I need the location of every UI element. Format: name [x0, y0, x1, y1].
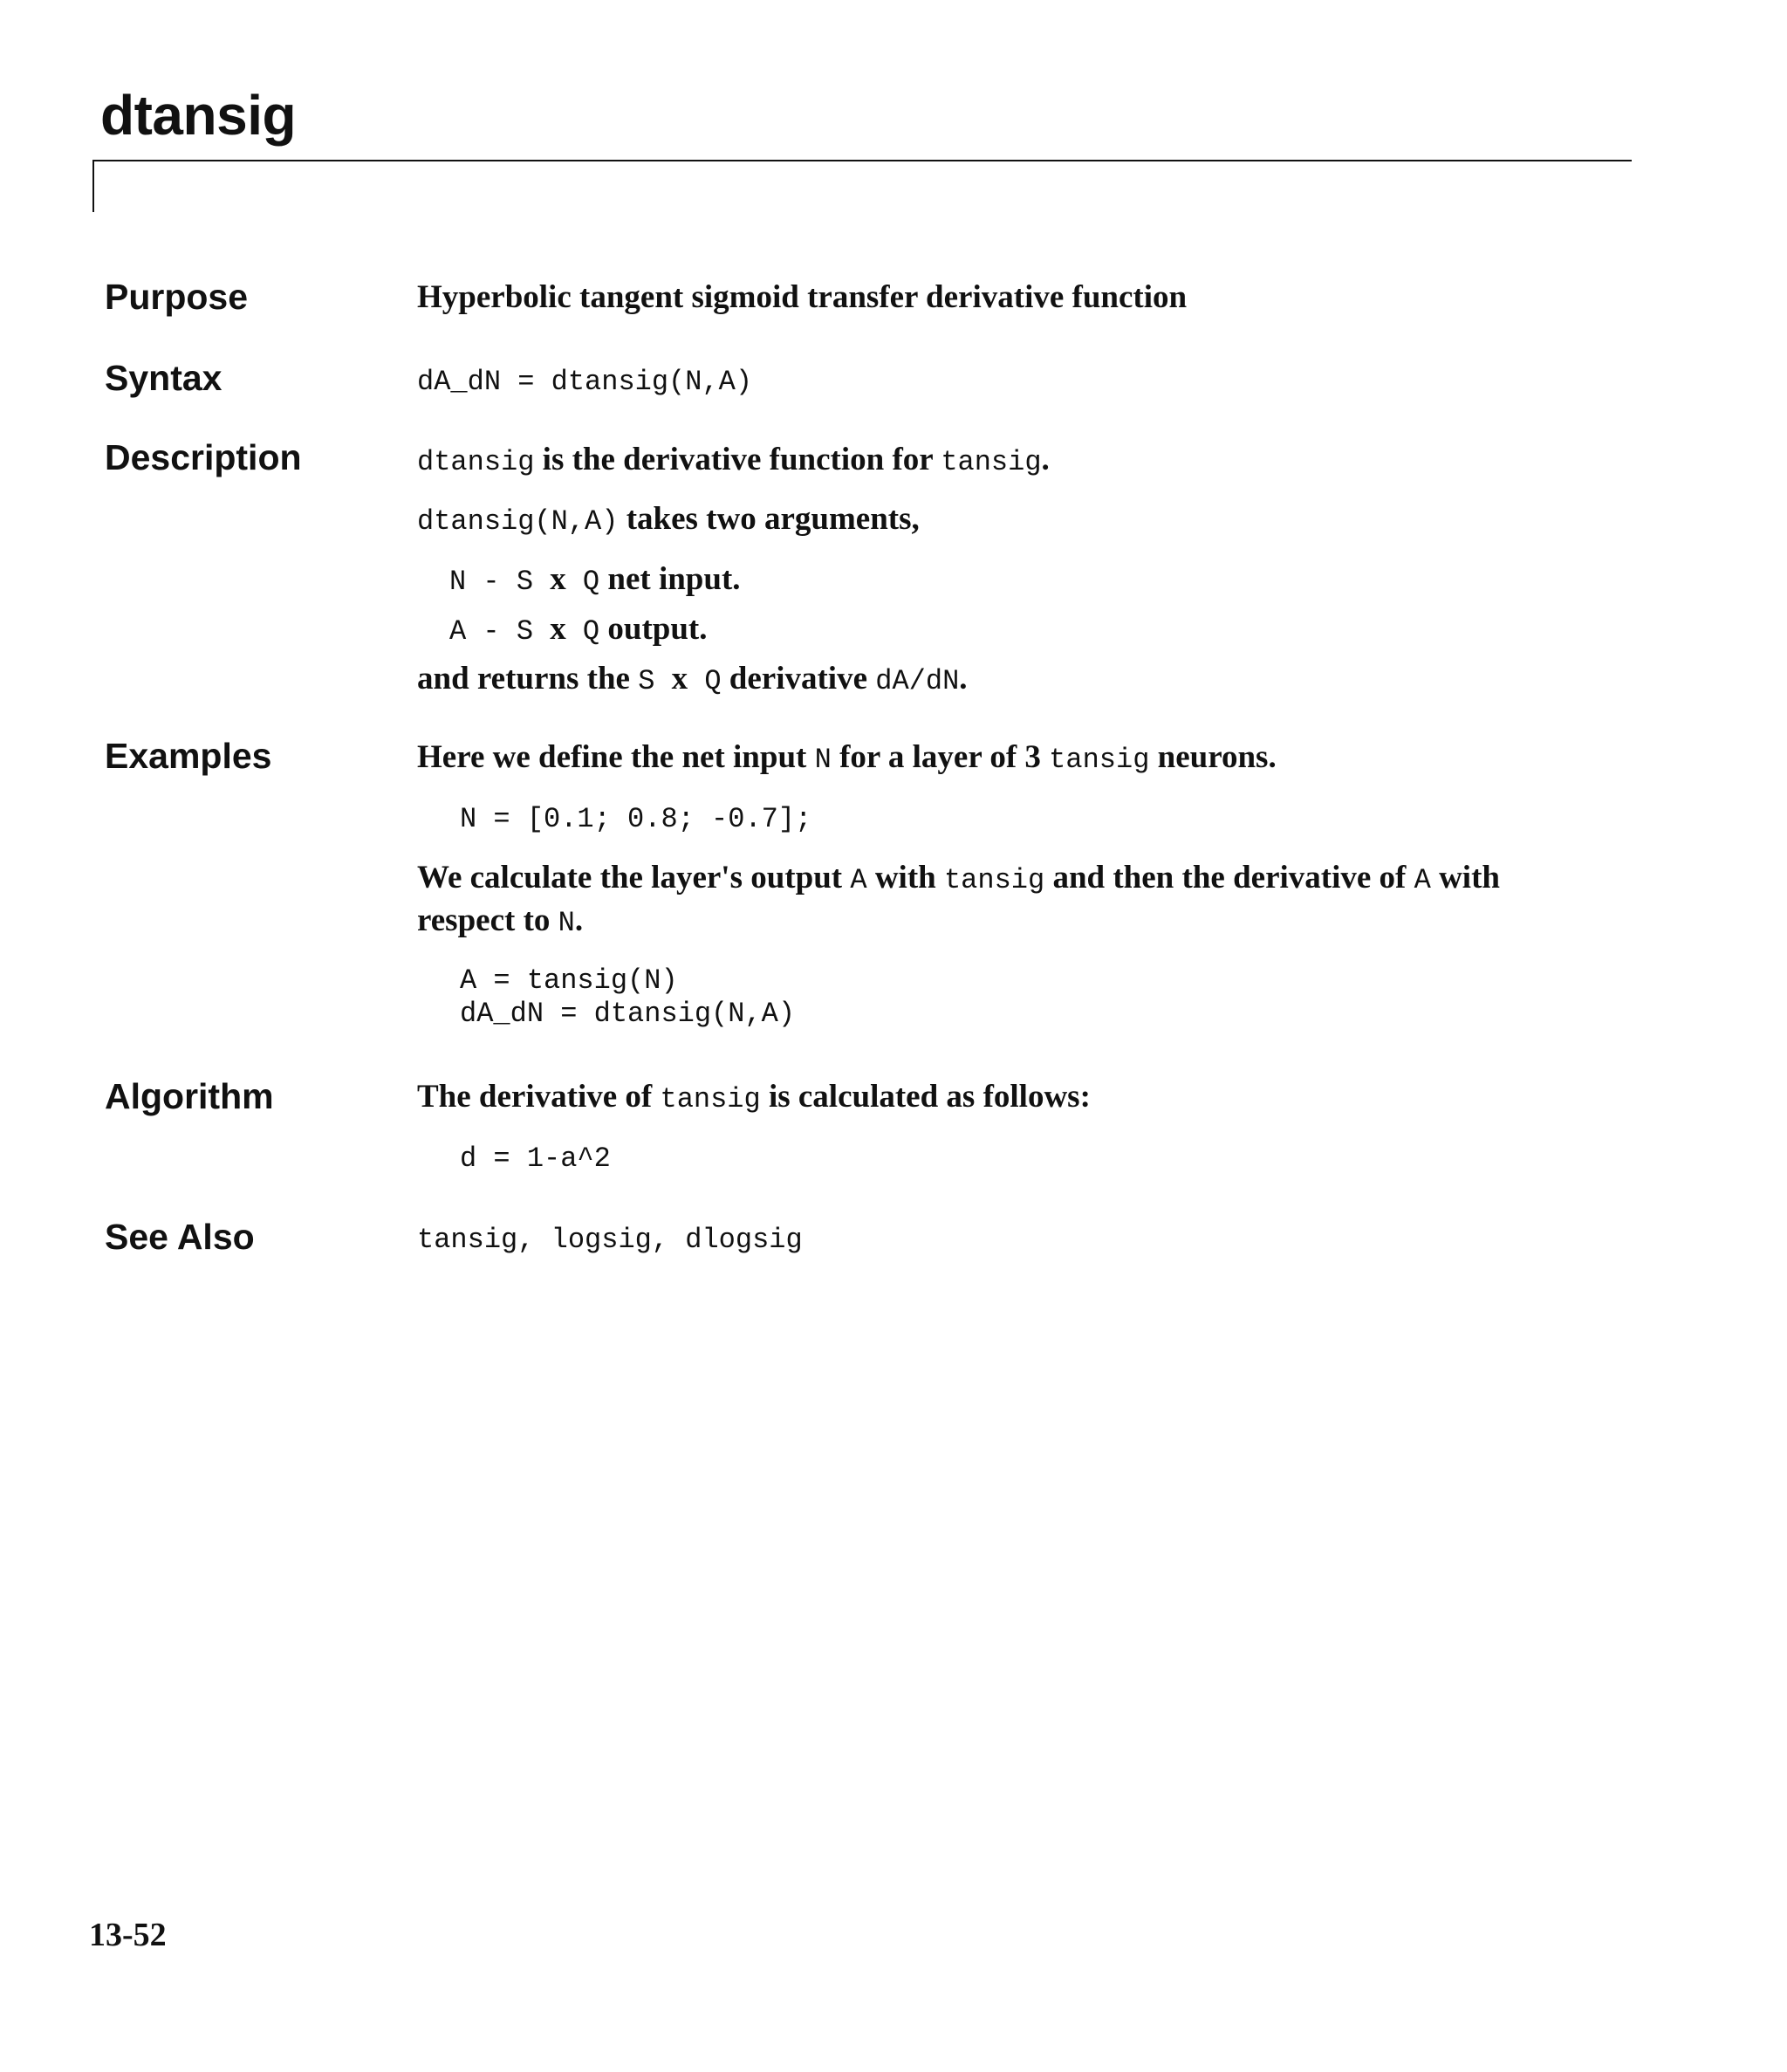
- examples-code-2-line-1: A = tansig(N): [460, 964, 678, 997]
- see-also-links: tansig, logsig, dlogsig: [417, 1224, 803, 1256]
- description-label: Description: [105, 437, 302, 477]
- code-tansig: tansig: [941, 446, 1042, 478]
- examples-code-2-line-2: dA_dN = dtansig(N,A): [460, 998, 796, 1030]
- title-rule-vertical: [92, 160, 94, 212]
- algorithm-paragraph: The derivative of tansig is calculated as follows:: [417, 1079, 1091, 1115]
- code-dtansig: dtansig: [417, 446, 535, 478]
- examples-code-1: N = [0.1; 0.8; -0.7];: [460, 803, 812, 835]
- purpose-text: Hyperbolic tangent sigmoid transfer derivative function: [417, 279, 1188, 315]
- purpose-label: Purpose: [105, 277, 249, 317]
- see-also-label: See Also: [105, 1217, 255, 1257]
- syntax-label: Syntax: [105, 358, 223, 398]
- description-line-2: dtansig(N,A) takes two arguments,: [417, 501, 920, 538]
- algorithm-code: d = 1-a^2: [460, 1142, 611, 1175]
- description-line-1: dtansig is the derivative function for tansig.: [417, 442, 1050, 478]
- description-arg-n: N - S x Q net input.: [449, 561, 741, 598]
- examples-label: Examples: [105, 736, 272, 776]
- description-line-3: and returns the S x Q derivative dA/dN.: [417, 661, 968, 697]
- syntax-code: dA_dN = dtansig(N,A): [417, 366, 753, 398]
- description-arg-a: A - S x Q output.: [449, 611, 708, 648]
- page-number: 13-52: [89, 1917, 167, 1953]
- title-rule-horizontal: [92, 160, 1632, 161]
- examples-paragraph-2: We calculate the layer's output A with tansig and then the derivative of A with respect to N.: [417, 860, 1500, 939]
- page-title: dtansig: [100, 84, 297, 147]
- examples-paragraph-1: Here we define the net input N for a layer of 3 tansig neurons.: [417, 739, 1277, 776]
- code-dtansig-call: dtansig(N,A): [417, 505, 619, 538]
- algorithm-label: Algorithm: [105, 1076, 274, 1116]
